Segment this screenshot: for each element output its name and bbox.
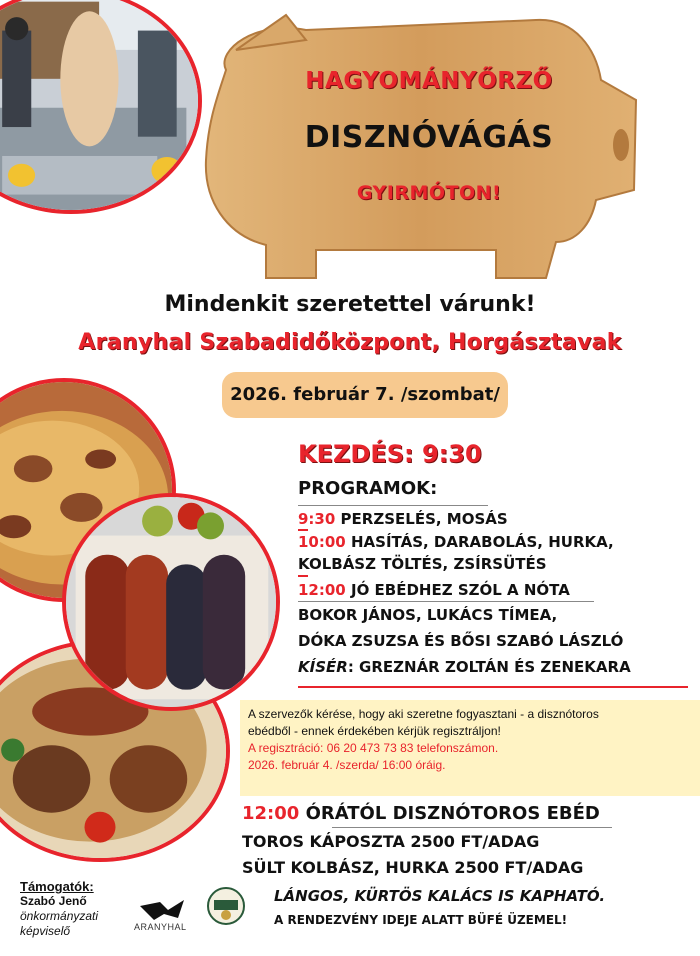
program-item	[298, 581, 570, 599]
lunch-title-text: ÓRÁTÓL DISZNÓTOROS EBÉD	[299, 803, 600, 824]
accompany-text: : GREZNÁR ZOLTÁN ÉS ZENEKARA	[347, 658, 631, 676]
start-time: KEZDÉS: 9:30	[298, 440, 482, 468]
gyirmot-logo	[206, 886, 246, 926]
lunch-item: TOROS KÁPOSZTA 2500 FT/ADAG	[242, 832, 540, 851]
aranyhal-logo-text: ARANYHAL	[134, 922, 187, 932]
program-text: JÓ EBÉDHEZ SZÓL A NÓTA	[350, 581, 570, 599]
notice-line-3: A regisztráció: 06 20 473 73 83 telefonszámon.	[248, 741, 499, 755]
sponsor-role: képviselő	[20, 924, 71, 938]
program-item	[298, 606, 557, 624]
program-item-accompany	[298, 658, 631, 676]
title-line-3: GYIRMÓTON!	[356, 182, 502, 204]
title-line-2: DISZNÓVÁGÁS	[304, 120, 554, 155]
program-item	[298, 510, 508, 528]
notice-line-1: A szervezők kérése, hogy aki szeretne fogyasztani - a disznótoros	[248, 707, 599, 721]
sponsors-title: Támogatók:	[20, 879, 94, 894]
event-date	[222, 372, 508, 418]
sponsor-role: önkormányzati	[20, 909, 99, 923]
event-date-label: 2026. február 7. /szombat/	[230, 384, 500, 405]
sausage-photo	[62, 493, 280, 711]
lunch-time: 12:00	[242, 803, 300, 824]
title-line-1: HAGYOMÁNYŐRZŐ	[305, 68, 553, 94]
sponsor-name: Szabó Jenő	[20, 894, 87, 908]
divider	[298, 575, 308, 577]
divider	[298, 686, 688, 688]
programs-title: PROGRAMOK:	[298, 478, 438, 499]
divider	[298, 601, 594, 602]
buffet-text: A RENDEZVÉNY IDEJE ALATT BÜFÉ ÜZEMEL!	[274, 913, 568, 927]
accompany-label: KÍSÉR	[298, 658, 348, 676]
divider	[298, 529, 308, 531]
programs-underline	[298, 505, 488, 506]
welcome-text: Mindenkit szeretettel várunk!	[164, 292, 536, 317]
notice-line-4: 2026. február 4. /szerda/ 16:00 óráig.	[248, 758, 446, 772]
registration-notice	[240, 700, 700, 796]
program-item	[298, 632, 623, 650]
sponsors	[20, 879, 98, 939]
butchering-photo	[0, 0, 202, 214]
program-text: KOLBÁSZ TÖLTÉS, ZSÍRSÜTÉS	[298, 555, 547, 573]
lunch-title	[242, 803, 600, 824]
program-text: DÓKA ZSUZSA ÉS BŐSI SZABÓ LÁSZLÓ	[298, 632, 624, 650]
program-item	[298, 555, 547, 573]
program-text: HASÍTÁS, DARABOLÁS, HURKA,	[350, 533, 614, 551]
program-time: 12:00	[298, 581, 346, 599]
program-time: 9:30	[298, 510, 336, 528]
lunch-item: SÜLT KOLBÁSZ, HURKA 2500 FT/ADAG	[242, 858, 584, 877]
program-time: 10:00	[298, 533, 346, 551]
notice-line-2: ebédből - ennek érdekében kérjük regisztráljon!	[248, 724, 501, 738]
program-text: PERZSELÉS, MOSÁS	[340, 510, 508, 528]
venue-text: Aranyhal Szabadidőközpont, Horgásztavak	[78, 330, 622, 355]
program-text: BOKOR JÁNOS, LUKÁCS TÍMEA,	[298, 606, 558, 624]
program-item	[298, 533, 614, 551]
extra-food-text: LÁNGOS, KÜRTÖS KALÁCS IS KAPHATÓ.	[274, 887, 606, 905]
lunch-underline	[332, 827, 612, 828]
pig-board-graphic	[196, 10, 642, 280]
